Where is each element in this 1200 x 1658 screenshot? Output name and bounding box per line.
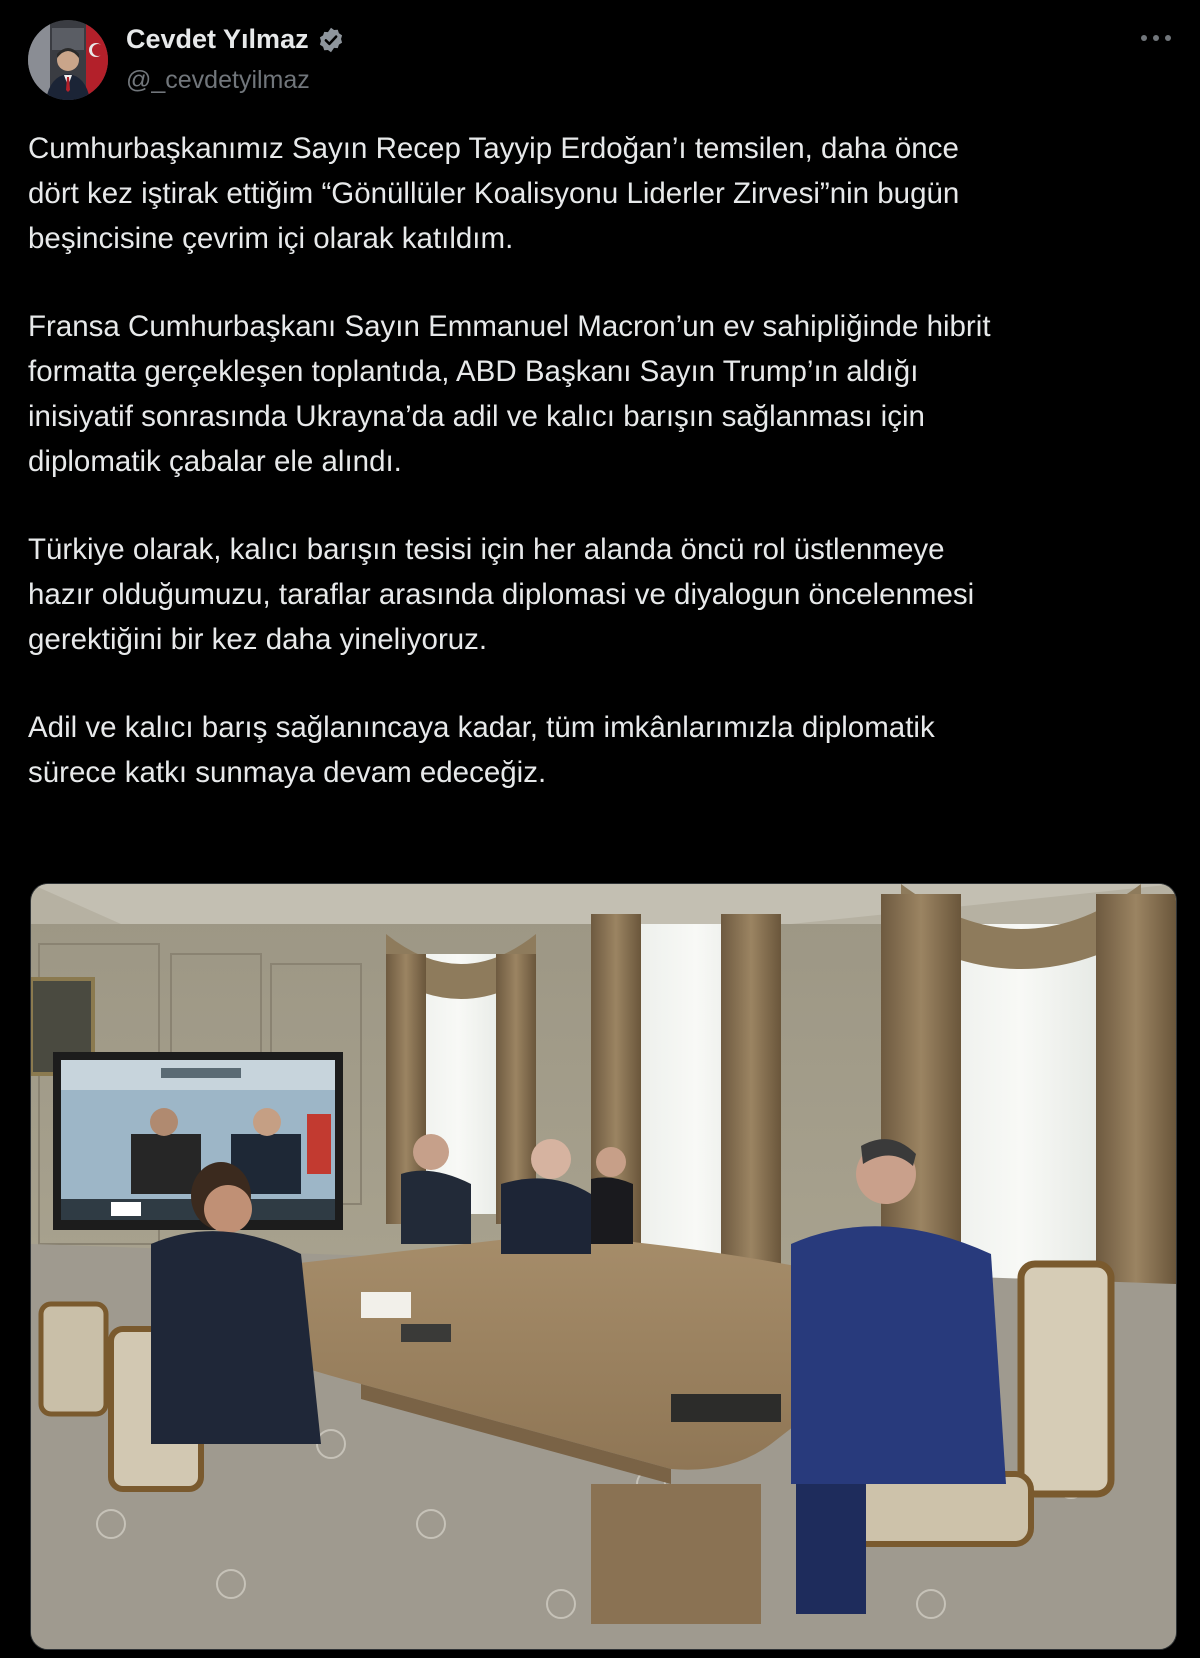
tweet-text [28,126,1178,838]
tweet-paragraph: Türkiye olarak, kalıcı barışın tesisi için her alanda öncü rol üstlenmeye hazır olduğumuzu, taraflar arasında diplomasi ve diyalogun öncelenmesi gerektiğini bir kez daha yineliyoruz. [28,533,975,656]
tweet-paragraph: Fransa Cumhurbaşkanı Sayın Emmanuel Macron’un ev sahipliğinde hibrit formatta gerçekleşen toplantıda, ABD Başkanı Sayın Trump’ın aldığı inisiyatif sonrasında Ukrayna’da adil ve kalıcı barışın sağlanması için diplomatik çabalar ele alındı. [28,310,991,478]
tweet-paragraph: Cumhurbaşkanımız Sayın Recep Tayyip Erdoğan’ı temsilen, daha önce dört kez iştirak ettiğim “Gönüllüler Koalisyonu Liderler Zirvesi”nin bugün beşincisine çevrim içi olarak katıldım. [28,132,960,255]
tweet-paragraph: Adil ve kalıcı barış sağlanıncaya kadar, tüm imkânlarımızla diplomatik sürece katkı sunmaya devam edeceğiz. [28,711,935,789]
verified-badge-icon [317,26,345,54]
avatar[interactable] [28,20,108,100]
author-handle[interactable]: @_cevdetyilmaz [126,66,310,94]
tweet-photo[interactable] [30,883,1177,1650]
author-name-row [126,24,345,55]
author-name[interactable]: Cevdet Yılmaz [126,24,309,54]
tweet-header [28,18,1178,100]
more-dots-icon[interactable] [1136,28,1176,48]
meeting-room-photo [31,884,1176,1649]
